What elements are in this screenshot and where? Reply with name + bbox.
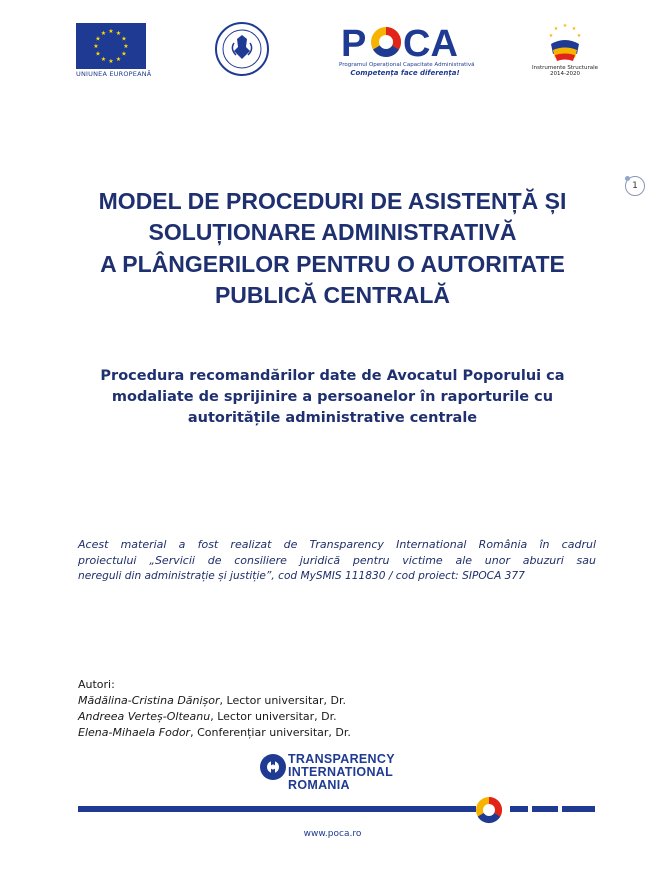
- document-subtitle-line-2: modaliate de sprijinire a persoanelor în raporturile cu: [111, 389, 554, 405]
- document-title-line-4: PUBLICĂ CENTRALĂ: [214, 282, 451, 308]
- svg-text:★: ★: [100, 30, 107, 37]
- ti-logo-line-2: INTERNATIONAL: [288, 765, 394, 779]
- author-1-role: , Lector universitar, Dr.: [219, 694, 346, 707]
- svg-text:★: ★: [93, 43, 99, 50]
- svg-text:★: ★: [553, 26, 559, 32]
- svg-text:★: ★: [121, 35, 127, 43]
- footer-segment-3: [562, 806, 595, 812]
- funding-note-line-1: Acest material a fost realizat de Transparency International România în cadrul: [78, 538, 596, 551]
- svg-text:★: ★: [95, 35, 101, 43]
- page-badge-dot: [625, 176, 630, 181]
- transparency-international-icon: [259, 753, 287, 781]
- structural-instruments-logo: [543, 20, 587, 64]
- svg-text:★: ★: [121, 50, 127, 58]
- footer-segment-1: [510, 806, 528, 812]
- svg-text:★: ★: [571, 26, 577, 32]
- author-2-name: Andreea Verteș-Olteanu: [78, 710, 211, 723]
- svg-text:P: P: [341, 23, 367, 62]
- page-number-badge: 1: [625, 176, 645, 196]
- svg-text:★: ★: [108, 58, 114, 65]
- document-title-line-1: MODEL DE PROCEDURI DE ASISTENȚĂ ȘI: [98, 188, 567, 214]
- svg-text:★: ★: [115, 56, 122, 63]
- author-3-name: Elena-Mihaela Fodor: [78, 726, 191, 739]
- svg-text:★: ★: [100, 56, 107, 63]
- svg-text:★: ★: [548, 33, 554, 39]
- structural-instruments-caption: Instrumente Structurale: [532, 65, 598, 71]
- document-title-line-2: SOLUȚIONARE ADMINISTRATIVĂ: [148, 219, 517, 245]
- eu-flag-logo: [76, 23, 146, 69]
- svg-text:CA: CA: [403, 23, 458, 62]
- authors-label: Autori:: [78, 678, 115, 691]
- author-3-role: , Conferențiar universitar, Dr.: [190, 726, 351, 739]
- author-2: [78, 710, 337, 723]
- svg-text:★: ★: [576, 33, 582, 39]
- document-subtitle-line-3: autoritățile administrative centrale: [187, 410, 478, 426]
- footer-url-link[interactable]: www.poca.ro: [303, 829, 362, 839]
- svg-text:★: ★: [123, 43, 129, 50]
- funding-note-line-3: nereguli din administrație și justiție”, cod MySMIS 111830 / cod proiect: SIPOCA 377: [78, 570, 525, 582]
- funding-note-line-2: proiectului „Servicii de consiliere juridică pentru victime ale unor abuzuri sau: [78, 554, 596, 567]
- footer-segment-2: [532, 806, 558, 812]
- author-1: [78, 694, 346, 707]
- ti-logo-line-3: ROMANIA: [288, 778, 350, 792]
- author-3: [78, 726, 351, 739]
- footer-bar: [78, 806, 476, 812]
- svg-text:★: ★: [95, 50, 101, 58]
- poca-slogan: Competența face diferența!: [350, 69, 460, 77]
- author-2-role: , Lector universitar, Dr.: [210, 710, 337, 723]
- poca-logo: [339, 22, 471, 62]
- government-seal-logo: [214, 21, 270, 77]
- structural-instruments-years: 2014-2020: [550, 71, 580, 77]
- document-subtitle-line-1: Procedura recomandărilor date de Avocatul Poporului ca: [100, 368, 565, 384]
- svg-text:★: ★: [115, 30, 122, 37]
- author-1-name: Mădălina-Cristina Dănișor: [78, 694, 220, 707]
- svg-text:★: ★: [562, 23, 568, 29]
- ti-logo-line-1: TRANSPARENCY: [288, 752, 395, 766]
- svg-text:★: ★: [108, 28, 114, 35]
- document-title-line-3: A PLÂNGERILOR PENTRU O AUTORITATE: [100, 251, 565, 277]
- poca-program-name: Programul Operațional Capacitate Administrativă: [339, 62, 475, 68]
- poca-circle-icon: [474, 795, 504, 825]
- eu-caption: UNIUNEA EUROPEANĂ: [76, 70, 152, 78]
